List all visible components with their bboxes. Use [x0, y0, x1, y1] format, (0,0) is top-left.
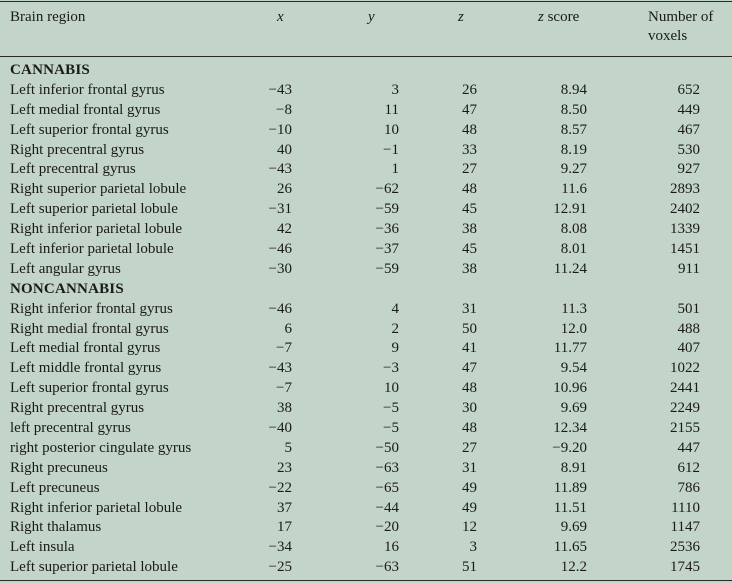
- table-bottom-rule: [0, 580, 732, 581]
- cell-z: 47: [462, 101, 477, 118]
- table-row: [0, 518, 732, 538]
- header-brain-region: Brain region: [10, 9, 86, 25]
- cell-z-score: 8.57: [560, 121, 587, 138]
- cell-x: −30: [268, 260, 292, 277]
- cell-z: 27: [462, 161, 477, 178]
- cell-brain-region: Left superior parietal lobule: [10, 559, 178, 576]
- cell-z: 48: [462, 121, 477, 138]
- cell-z-score: 12.34: [553, 420, 587, 437]
- header-z-score-rest: score: [543, 9, 580, 25]
- cell-voxels: 2893: [670, 181, 700, 198]
- table-row: [0, 479, 732, 499]
- cell-z: 48: [462, 181, 477, 198]
- cell-x: −22: [268, 479, 292, 496]
- cell-voxels: 652: [677, 81, 700, 98]
- cell-voxels: 1147: [670, 519, 700, 536]
- cell-brain-region: Left precuneus: [10, 479, 100, 496]
- cell-z: 33: [462, 141, 477, 158]
- cell-y: −5: [383, 400, 399, 417]
- cell-z: 31: [462, 300, 477, 317]
- cell-z-score: 8.94: [560, 81, 587, 98]
- cell-y: 4: [391, 300, 399, 317]
- cell-x: 5: [284, 439, 292, 456]
- cell-brain-region: Left inferior parietal lobule: [10, 241, 174, 258]
- cell-brain-region: Right inferior parietal lobule: [10, 499, 183, 516]
- cell-voxels: 530: [677, 141, 700, 158]
- cell-voxels: 2249: [670, 400, 700, 417]
- cell-voxels: 1339: [670, 221, 700, 238]
- table-row: [0, 439, 732, 459]
- cell-y: 2: [391, 320, 399, 337]
- cell-z: 48: [462, 380, 477, 397]
- cell-y: −59: [375, 260, 399, 277]
- cell-z-score: 11.6: [561, 181, 587, 198]
- table-row: [0, 300, 732, 320]
- cell-brain-region: Right inferior parietal lobule: [10, 221, 183, 238]
- table-row: [0, 339, 732, 359]
- cell-z: 38: [462, 260, 477, 277]
- cell-voxels: 911: [678, 260, 700, 277]
- cell-z-score: 8.91: [560, 459, 587, 476]
- cell-brain-region: Right superior parietal lobule: [10, 181, 187, 198]
- header-y: y: [368, 9, 375, 25]
- cell-brain-region: Right precentral gyrus: [10, 400, 145, 417]
- cell-z-score: 12.91: [553, 201, 587, 218]
- cell-x: −7: [276, 380, 292, 397]
- cell-brain-region: Right thalamus: [10, 519, 102, 536]
- cell-z: 45: [462, 241, 477, 258]
- cell-z-score: 12.0: [560, 320, 587, 337]
- header-voxels-line2: voxels: [648, 28, 688, 44]
- cell-brain-region: Left angular gyrus: [10, 260, 121, 277]
- cell-z: 38: [462, 221, 477, 238]
- cell-y: −44: [375, 499, 399, 516]
- cell-brain-region: Left precentral gyrus: [10, 161, 136, 178]
- cell-y: −36: [375, 221, 399, 238]
- cell-z: 27: [462, 439, 477, 456]
- header-voxels-line1: Number of: [648, 9, 714, 25]
- cell-z: 30: [462, 400, 477, 417]
- cell-voxels: 1110: [671, 499, 700, 516]
- cell-z-score: 11.24: [553, 260, 587, 277]
- cell-x: −10: [268, 121, 292, 138]
- cell-x: −43: [268, 81, 292, 98]
- cell-voxels: 612: [677, 459, 700, 476]
- cell-x: 23: [277, 459, 292, 476]
- cell-z: 31: [462, 459, 477, 476]
- cell-x: −43: [268, 161, 292, 178]
- cell-x: −46: [268, 241, 292, 258]
- cell-z-score: 8.01: [560, 241, 587, 258]
- cell-voxels: 449: [677, 101, 700, 118]
- table-top-rule: [0, 1, 732, 2]
- cell-brain-region: Left superior frontal gyrus: [10, 121, 169, 138]
- cell-x: −43: [268, 360, 292, 377]
- cell-x: 6: [284, 320, 292, 337]
- cell-voxels: 467: [677, 121, 700, 138]
- cell-z-score: 10.96: [553, 380, 587, 397]
- cell-y: −65: [375, 479, 399, 496]
- table-row: [0, 240, 732, 260]
- section-header-row: [0, 280, 732, 300]
- header-x: x: [277, 9, 284, 25]
- cell-x: −40: [268, 420, 292, 437]
- table-row: [0, 399, 732, 419]
- cell-z-score: 9.69: [560, 519, 587, 536]
- table-row: [0, 180, 732, 200]
- table-row: [0, 220, 732, 240]
- cell-x: 26: [277, 181, 292, 198]
- table-row: [0, 81, 732, 101]
- cell-brain-region: Right precentral gyrus: [10, 141, 145, 158]
- cell-brain-region: Left insula: [10, 539, 75, 556]
- cell-brain-region: right posterior cingulate gyrus: [10, 439, 192, 456]
- cell-brain-region: Right medial frontal gyrus: [10, 320, 169, 337]
- table-row: [0, 359, 732, 379]
- cell-y: 10: [384, 121, 399, 138]
- cell-voxels: 447: [677, 439, 700, 456]
- cell-voxels: 2441: [670, 380, 700, 397]
- cell-x: −46: [268, 300, 292, 317]
- cell-z-score: 11.65: [553, 539, 587, 556]
- header-z: z: [458, 9, 464, 25]
- cell-y: 10: [384, 380, 399, 397]
- cell-y: −50: [375, 439, 399, 456]
- cell-x: 17: [277, 519, 292, 536]
- section-title: NONCANNABIS: [10, 280, 124, 297]
- cell-voxels: 2402: [670, 201, 700, 218]
- cell-z-score: 8.19: [560, 141, 587, 158]
- cell-voxels: 501: [677, 300, 700, 317]
- cell-brain-region: Left superior parietal lobule: [10, 201, 178, 218]
- cell-z: 12: [462, 519, 477, 536]
- cell-y: −3: [383, 360, 399, 377]
- table-row: [0, 379, 732, 399]
- header-number-of-voxels: [648, 8, 730, 46]
- cell-y: 1: [391, 161, 399, 178]
- cell-z-score: 8.08: [560, 221, 587, 238]
- cell-z-score: 9.54: [560, 360, 587, 377]
- cell-z-score: 12.2: [560, 559, 587, 576]
- cell-voxels: 2536: [670, 539, 700, 556]
- cell-x: 42: [277, 221, 292, 238]
- cell-voxels: 488: [677, 320, 700, 337]
- cell-y: −20: [375, 519, 399, 536]
- cell-z: 49: [462, 499, 477, 516]
- cell-z: 50: [462, 320, 477, 337]
- cell-brain-region: Left superior frontal gyrus: [10, 380, 169, 397]
- cell-x: −31: [268, 201, 292, 218]
- table-row: [0, 121, 732, 141]
- cell-z: 3: [469, 539, 477, 556]
- cell-voxels: 927: [677, 161, 700, 178]
- cell-y: −59: [375, 201, 399, 218]
- cell-y: −1: [383, 141, 399, 158]
- cell-x: 40: [277, 141, 292, 158]
- cell-z: 48: [462, 420, 477, 437]
- table-row: [0, 160, 732, 180]
- cell-brain-region: Right precuneus: [10, 459, 108, 476]
- cell-x: −34: [268, 539, 292, 556]
- cell-z-score: 11.77: [553, 340, 587, 357]
- cell-x: −7: [276, 340, 292, 357]
- table-header-rule: [0, 56, 732, 57]
- cell-brain-region: Left inferior frontal gyrus: [10, 81, 165, 98]
- cell-voxels: 407: [677, 340, 700, 357]
- cell-voxels: 1022: [670, 360, 700, 377]
- cell-z-score: 11.51: [553, 499, 587, 516]
- cell-z: 41: [462, 340, 477, 357]
- table-row: [0, 320, 732, 340]
- cell-z: 47: [462, 360, 477, 377]
- cell-z-score: 9.27: [560, 161, 587, 178]
- header-z-score-italic: z: [538, 9, 544, 25]
- cell-z: 26: [462, 81, 477, 98]
- cell-brain-region: Left middle frontal gyrus: [10, 360, 162, 377]
- cell-brain-region: Right inferior frontal gyrus: [10, 300, 173, 317]
- cell-z: 45: [462, 201, 477, 218]
- cell-brain-region: left precentral gyrus: [10, 420, 131, 437]
- cell-x: 38: [277, 400, 292, 417]
- cell-y: −5: [383, 420, 399, 437]
- table-row: [0, 260, 732, 280]
- cell-z-score: 9.69: [560, 400, 587, 417]
- cell-x: 37: [277, 499, 292, 516]
- table-row: [0, 200, 732, 220]
- table-row: [0, 419, 732, 439]
- cell-brain-region: Left medial frontal gyrus: [10, 101, 161, 118]
- cell-y: −37: [375, 241, 399, 258]
- table-row: [0, 538, 732, 558]
- table-row: [0, 101, 732, 121]
- table-row: [0, 558, 732, 578]
- cell-z: 49: [462, 479, 477, 496]
- cell-x: −8: [276, 101, 292, 118]
- cell-voxels: 1451: [670, 241, 700, 258]
- cell-y: −62: [375, 181, 399, 198]
- cell-voxels: 1745: [670, 559, 700, 576]
- header-z-score: [538, 8, 579, 27]
- cell-y: 16: [384, 539, 399, 556]
- cell-y: 11: [384, 101, 399, 118]
- cell-brain-region: Left medial frontal gyrus: [10, 340, 161, 357]
- table-row: [0, 499, 732, 519]
- cell-y: 3: [391, 81, 399, 98]
- table-body: [0, 61, 732, 578]
- cell-voxels: 786: [677, 479, 700, 496]
- cell-z-score: 11.89: [553, 479, 587, 496]
- cell-z: 51: [462, 559, 477, 576]
- cell-y: −63: [375, 459, 399, 476]
- cell-x: −25: [268, 559, 292, 576]
- table-row: [0, 141, 732, 161]
- cell-z-score: 11.3: [561, 300, 587, 317]
- section-header-row: [0, 61, 732, 81]
- cell-y: 9: [391, 340, 399, 357]
- cell-z-score: −9.20: [552, 439, 587, 456]
- table-row: [0, 459, 732, 479]
- cell-y: −63: [375, 559, 399, 576]
- section-title: CANNABIS: [10, 62, 90, 78]
- cell-voxels: 2155: [670, 420, 700, 437]
- cell-z-score: 8.50: [560, 101, 587, 118]
